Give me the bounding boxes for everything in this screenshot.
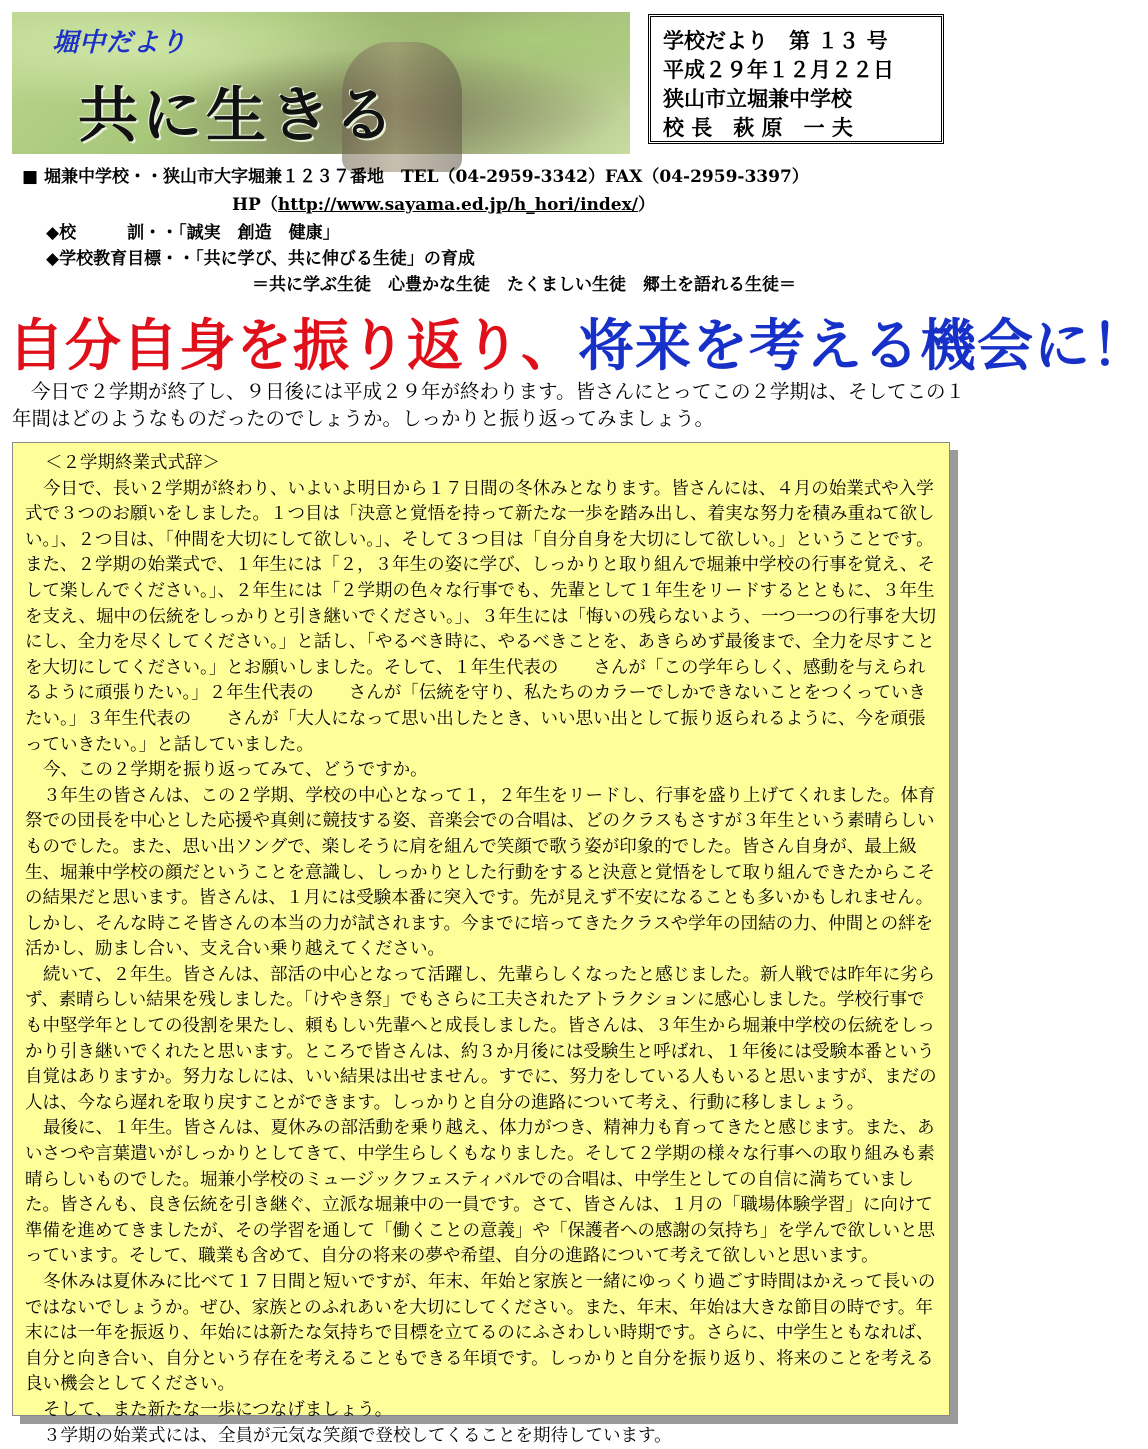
homepage-prefix: HP（ [232, 195, 278, 215]
school-motto: ◆校 訓・・「誠実 創造 健康」 [46, 223, 340, 243]
speech-heading: ＜２学期終業式式辞＞ [45, 453, 220, 473]
school-homepage [232, 190, 655, 215]
school-goal: ◆学校教育目標・・「共に学び、共に伸びる生徒」の育成 [46, 249, 475, 269]
homepage-suffix: ） [637, 195, 655, 215]
school-address: ■ 堀兼中学校・・狭山市大字堀兼１２３７番地 TEL（04-2959-3342）FAX（04-2959-3397） [22, 167, 809, 187]
main-headline [8, 302, 1148, 382]
issue-number: 学校だより 第 １３ 号 [663, 29, 888, 53]
speech-paragraph: 続いて、２年生。皆さんは、部活の中心となって活躍し、先輩らしくなったと感じました。新人戦では昨年に劣らず、素晴らしい結果を残しました。「けやき祭」でもさらに工夫されたアトラクションに感心しました。学校行事でも中堅学年としての役割を果たし、頼もしい先輩へと成長しました。皆さんは、３年生から堀兼中学校の伝統をしっかり引き継いでくれたと思います。ところで皆さんは、約３か月後には受験生と呼ばれ、１年後には受験本番という自覚はありますか。努力なしには、いい結果は出せません。すでに、努力をしている人もいると思いますが、まだの人は、今なら遅れを取り戻すことができます。しっかりと自分の進路について考え、行動に移しましょう。 [25, 964, 937, 1113]
speech-paragraph: 最後に、１年生。皆さんは、夏休みの部活動を乗り越え、体力がつき、精神力も育ってきたと感じます。また、あいさつや言葉遣いがしっかりとしてきて、中学生らしくもなりました。そして２学期の様々な行事への取り組みも素晴らしいものでした。堀兼小学校のミュージックフェスティバルでの合唱は、中学生としての自信に満ちていました。皆さんも、良き伝統を引き継ぐ、立派な堀兼中の一員です。さて、皆さんは、１月の「職場体験学習」に向けて準備を進めてきましたが、その学習を通して「働くことの意義」や「保護者への感謝の気持ち」を学んで欲しいと思っています。そして、職業も含めて、自分の将来の夢や希望、自分の進路について考えて欲しいと思います。 [25, 1118, 935, 1267]
newsletter-title: 共に生きる [78, 81, 398, 151]
school-name: 狭山市立堀兼中学校 [663, 87, 852, 111]
issue-date: 平成２９年１２月２２日 [663, 58, 894, 82]
speech-paragraph: ３学期の始業式には、全員が元気な笑顔で登校してくることを期待しています。 [43, 1425, 672, 1446]
speech-paragraph: ３年生の皆さんは、この２学期、学校の中心となって１，２年生をリードし、行事を盛り上げてくれました。体育祭での団長を中心とした応援や真剣に競技する姿、音楽会での合唱は、どのクラスもさすが３年生という素晴らしいものでした。また、思い出ソングで、楽しそうに肩を組んで笑顔で歌う姿が印象的でした。皆さん自身が、最上級生、堀兼中学校の顔だということを意識し、しっかりとした行動をすると決意と覚悟をして取り組んできたからこその結果だと思います。皆さんは、１月には受験本番に突入です。先が見えず不安になることも多いかもしれません。しかし、そんな時こそ皆さんの本当の力が試されます。今までに培ってきたクラスや学年の団結の力、仲間との絆を活かし、励まし合い、支え合い乗り越えてください。 [25, 785, 936, 960]
homepage-link[interactable]: http://www.sayama.ed.jp/h_hori/index/ [277, 195, 638, 215]
banner-image [12, 12, 630, 154]
newsletter-subtitle: 堀中だより [52, 28, 188, 58]
speech-paragraph: 冬休みは夏休みに比べて１７日間と短いですが、年末、年始と家族と一緒にゆっくり過ごす時間はかえって長いのではないでしょうか。ぜひ、家族とのふれあいを大切にしてください。また、年末、年始は大きな節目の時です。年末には一年を振返り、年始には新たな気持ちで目標を立てるのにふさわしい時期です。さらに、中学生ともなれば、自分と向き合い、自分という存在を考えることもできる年頃です。しっかりと自分を振り返り、将来のことを考える良い機会としてください。 [25, 1272, 936, 1395]
headline-part-1: 自分自身を振り返り、 [8, 314, 578, 379]
issue-info-box [648, 14, 944, 144]
headline-part-2: 将来を考える機会に！ [578, 314, 1148, 379]
speech-paragraph: 今、この２学期を振り返ってみて、どうですか。 [43, 760, 428, 781]
intro-paragraph: 今日で２学期が終了し、９日後には平成２９年が終わります。皆さんにとってこの２学期は、そしてこの１年間はどのようなものだったのでしょうか。しっかりと振り返ってみましょう。 [12, 380, 966, 430]
speech-paragraph: そして、また新たな一歩につなげましょう。 [43, 1399, 393, 1420]
school-goal-detail: ＝共に学ぶ生徒 心豊かな生徒 たくましい生徒 郷土を語れる生徒＝ [252, 275, 796, 295]
closing-ceremony-speech [12, 442, 950, 1446]
speech-paragraph: 今日で、長い２学期が終わり、いよいよ明日から１７日間の冬休みとなります。皆さんには、４月の始業式や入学式で３つのお願いをしました。１つ目は「決意と覚悟を持って新たな一歩を踏み出し、着実な努力を積み重ねて欲しい。」、２つ目は、「仲間を大切にして欲しい。」、そして３つ目は「自分自身を大切にして欲しい。」ということです。また、２学期の始業式で、１年生には「２，３年生の姿に学び、しっかりと取り組んで堀兼中学校の行事を覚え、そして楽しんでください。」、２年生には「２学期の色々な行事でも、先輩として１年生をリードするとともに、３年生を支え、堀中の伝統をしっかりと引き継いでください。」、３年生には「悔いの残らないよう、一つ一つの行事を大切にし、全力を尽くしてください。」と話し、「やるべき時に、やるべきことを、あきらめず最後まで、全力を尽すことを大切にしてください。」とお願いしました。そして、１年生代表の さんが「この学年らしく、感動を与えられるように頑張りたい。」２年生代表の さんが「伝統を守り、私たちのカラーでしかできないことをつくっていきたい。」３年生代表の さんが「大人になって思い出したとき、いい思い出として振り返られるように、今を頑張っていきたい。」と話していました。 [25, 478, 937, 755]
principal-name: 校 長 萩 原 一 夫 [663, 116, 853, 140]
